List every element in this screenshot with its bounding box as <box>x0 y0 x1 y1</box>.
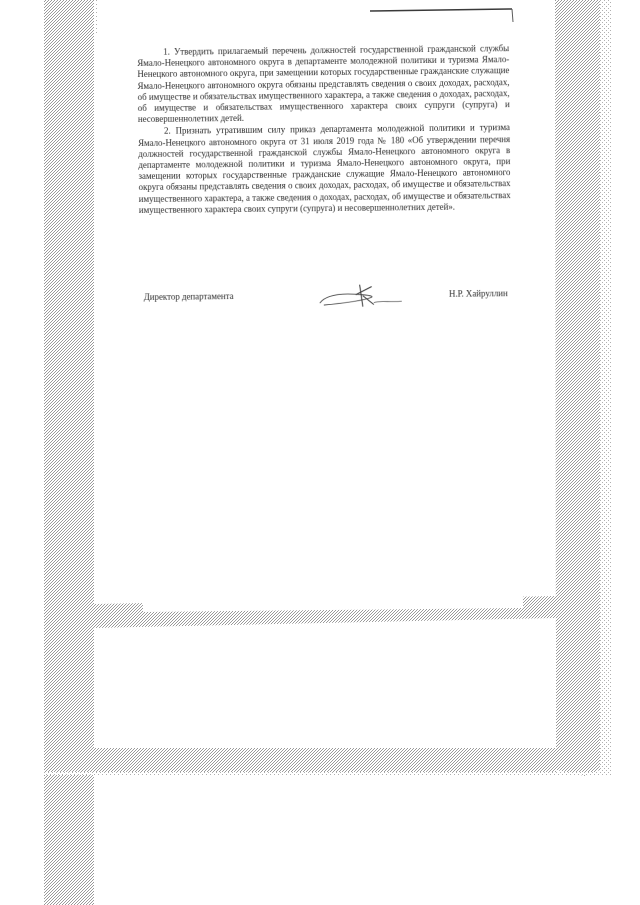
signer-name: Н.Р. Хайруллин <box>448 288 508 299</box>
paragraph-1: 1. Утвердить прилагаемый перечень должностей государственной гражданской службы Ямало-Ненецкого автономного округа в департаменте молодежной политики и туризма Ямало-Ненецкого автономного округа, при замещении которых государственные гражданские служащие Ямало-Ненецкого автономного округа обязаны представлять сведения о своих доходах, расходах, об имуществе и обязательствах имущественного характера, а также сведения о доходах, расходах, об имуществе и обязательствах имущественного характера своих супруги (супруга) и несовершеннолетних детей. <box>137 43 510 125</box>
signature-block <box>144 283 514 317</box>
document-sheet <box>137 28 523 612</box>
document-body <box>137 43 511 216</box>
handwritten-signature <box>316 278 408 313</box>
signer-title: Директор департамента <box>143 291 234 302</box>
paragraph-2: 2. Признать утратившим силу приказ департамента молодежной политики и туризма Ямало-Ненецкого автономного округа от 31 июля 2019 года № 180 «Об утверждении перечня должностей государственной гражданской службы Ямало-Ненецкого автономного округа в департаменте молодежной политики и туризма Ямало-Ненецкого автономного округа, при замещении которых государственные гражданские служащие Ямало-Ненецкого автономного округа обязаны представлять сведения о своих доходах, расходах, об имуществе и обязательствах имущественного характера, а также сведения о доходах, расходах, об имуществе и обязательствах имущественного характера своих супруги (супруга) и несовершеннолетних детей». <box>138 122 511 215</box>
